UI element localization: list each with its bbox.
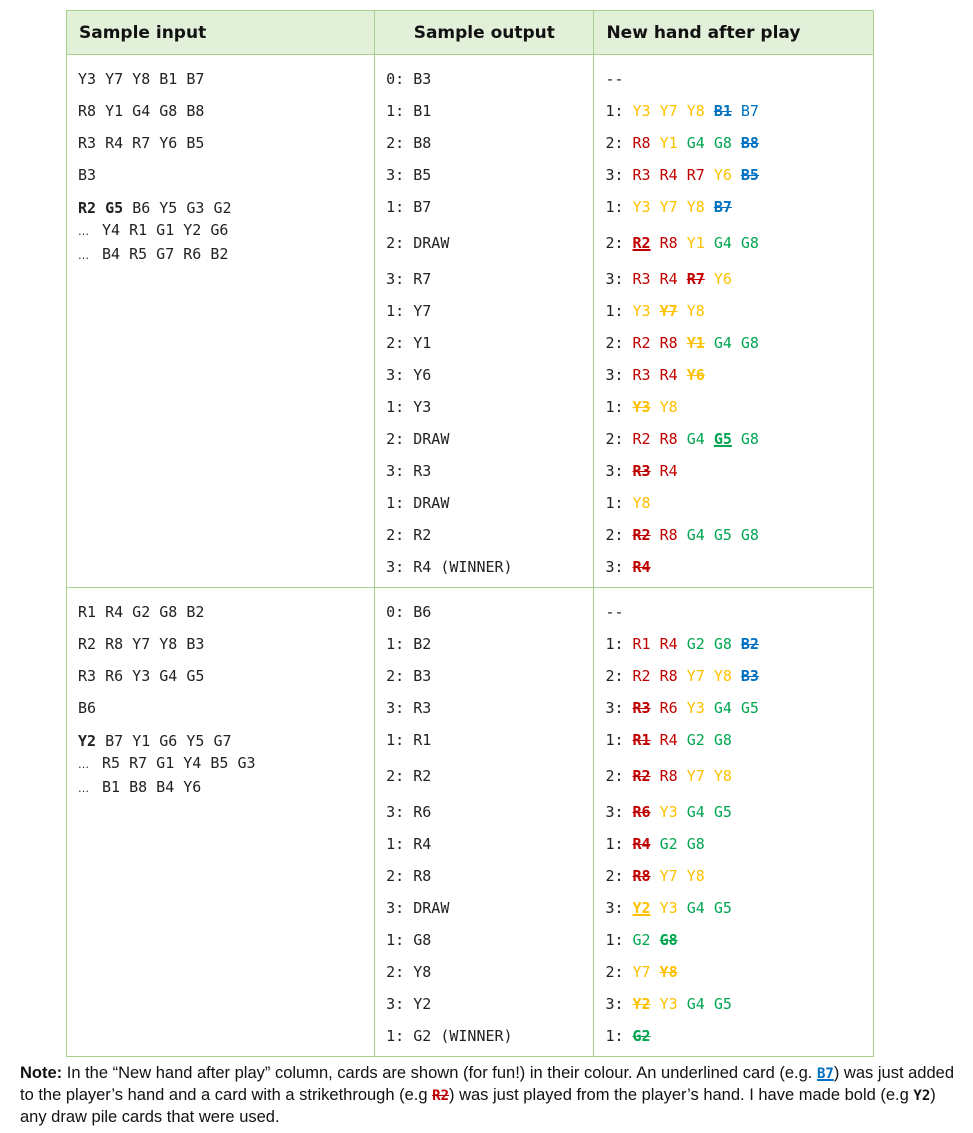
hand-card: B3	[740, 667, 759, 685]
output-line: 1: B2	[386, 635, 432, 653]
draw-card: B7	[105, 732, 133, 750]
hand-card: Y3	[659, 995, 678, 1013]
player-prefix: 2:	[605, 334, 633, 352]
hand-card: B5	[740, 166, 759, 184]
hand-line	[594, 191, 873, 223]
ellipsis-marker: …	[78, 249, 89, 262]
player-prefix: 2:	[605, 526, 633, 544]
hand-card: Y8	[686, 867, 705, 885]
hand-line	[594, 327, 873, 359]
draw-pile-text: B1 B8 B4 Y6	[102, 778, 202, 796]
hand-card: G5	[713, 899, 732, 917]
player-prefix: 3:	[605, 899, 633, 917]
hand-card: G4	[686, 526, 705, 544]
input-line: R2 R8 Y7 Y8 B3	[78, 635, 205, 653]
hand-card: G5	[713, 526, 732, 544]
draw-card: Y1	[132, 732, 160, 750]
hand-card: R8	[659, 667, 678, 685]
hand-card: R7	[686, 270, 705, 288]
hand-card: R2	[632, 526, 651, 544]
draw-pile-lines	[67, 724, 374, 800]
hand-card: G4	[686, 430, 705, 448]
header-new-hand: New hand after play	[594, 11, 874, 55]
hand-card: Y3	[686, 699, 705, 717]
hand-card: R7	[686, 166, 705, 184]
hand-card: G5	[740, 699, 759, 717]
hand-card: G2	[659, 835, 678, 853]
hand-card: B7	[713, 198, 732, 216]
player-prefix: 1:	[605, 398, 633, 416]
hand-card: R8	[659, 334, 678, 352]
player-prefix: 1:	[605, 494, 633, 512]
hand-card: R8	[632, 867, 651, 885]
output-line: 3: R7	[386, 270, 432, 288]
hand-card: Y1	[686, 234, 705, 252]
draw-pile-text: Y4 R1 G1 Y2 G6	[102, 221, 229, 239]
output-line: 2: R2	[386, 526, 432, 544]
hand-line	[594, 391, 873, 423]
output-line: 2: Y1	[386, 334, 432, 352]
output-line: 3: R4 (WINNER)	[386, 558, 513, 576]
hand-card: G8	[740, 526, 759, 544]
output-line: 1: Y3	[386, 398, 432, 416]
hand-card: R3	[632, 699, 651, 717]
draw-card: R2	[78, 199, 106, 217]
hand-card: Y7	[659, 302, 678, 320]
output-line: 1: B7	[386, 198, 432, 216]
hand-card: R4	[659, 731, 678, 749]
hand-card: R2	[632, 667, 651, 685]
draw-card: G7	[213, 732, 232, 750]
hand-line	[594, 551, 873, 583]
hand-card: Y3	[632, 398, 651, 416]
hand-card: G8	[713, 134, 732, 152]
output-line: 2: B3	[386, 667, 432, 685]
hand-card: Y8	[686, 102, 705, 120]
hand-line	[594, 892, 873, 924]
draw-pile-line	[78, 243, 374, 267]
hand-card: R3	[632, 166, 651, 184]
hand-card: G5	[713, 803, 732, 821]
hand-card: R8	[659, 767, 678, 785]
hand-card: Y8	[686, 198, 705, 216]
hand-card: G2	[632, 931, 651, 949]
draw-card: Y5	[186, 732, 214, 750]
hand-card: G4	[713, 699, 732, 717]
output-line: 1: B1	[386, 102, 432, 120]
hand-card: G4	[686, 899, 705, 917]
output-line: 3: R6	[386, 803, 432, 821]
draw-pile-line	[78, 730, 374, 752]
hand-line	[594, 660, 873, 692]
note-text-1: In the “New hand after play” column, cards are shown (for fun!) in their colour. An underlined card (e.g.	[62, 1064, 817, 1082]
hand-card: Y2	[632, 899, 651, 917]
hand-line	[594, 756, 873, 796]
hand-card: R8	[632, 134, 651, 152]
draw-pile-line	[78, 197, 374, 219]
hand-card: R2	[632, 767, 651, 785]
hand-card: Y1	[686, 334, 705, 352]
input-line: R1 R4 G2 G8 B2	[78, 603, 205, 621]
hand-card: R3	[632, 462, 651, 480]
hand-card: Y3	[659, 803, 678, 821]
player-prefix: 3:	[605, 558, 633, 576]
hand-line	[594, 692, 873, 724]
hand-card: R4	[659, 366, 678, 384]
note-example-bold: Y2	[913, 1088, 931, 1104]
hand-card: Y6	[713, 270, 732, 288]
hand-line	[594, 1020, 873, 1052]
hand-card: R3	[632, 270, 651, 288]
hand-line	[594, 487, 873, 519]
output-line: 3: DRAW	[386, 899, 450, 917]
output-line: 1: R4	[386, 835, 432, 853]
hand-card: R4	[659, 270, 678, 288]
hand-line	[594, 596, 873, 628]
hand-card: Y7	[632, 963, 651, 981]
note-text-2: ) was just added to the player’s hand and a card with a strikethrough (e.g	[20, 1064, 954, 1104]
hand-line	[594, 988, 873, 1020]
input-line: Y3 Y7 Y8 B1 B7	[78, 70, 205, 88]
hand-line	[594, 628, 873, 660]
player-prefix: 1:	[605, 835, 633, 853]
player-prefix: 1:	[605, 302, 633, 320]
player-prefix: 3:	[605, 803, 633, 821]
output-line: 1: G8	[386, 931, 432, 949]
new-hand-cell	[594, 588, 874, 1057]
player-prefix: 2:	[605, 767, 633, 785]
header-sample-output: Sample output	[375, 11, 594, 55]
hand-line	[594, 860, 873, 892]
output-line: 1: G2 (WINNER)	[386, 1027, 513, 1045]
draw-card: G5	[105, 199, 133, 217]
input-line: R3 R4 R7 Y6 B5	[78, 134, 205, 152]
hand-card: Y8	[713, 767, 732, 785]
hand-line	[594, 455, 873, 487]
hand-card: B1	[713, 102, 732, 120]
player-prefix: 2:	[605, 430, 633, 448]
input-line: B3	[78, 166, 97, 184]
hand-line	[594, 359, 873, 391]
ellipsis-marker: …	[78, 225, 89, 238]
output-line: 1: R1	[386, 731, 432, 749]
hand-card: R6	[632, 803, 651, 821]
hand-card: R4	[632, 558, 651, 576]
hand-line	[594, 796, 873, 828]
player-prefix: 1:	[605, 635, 633, 653]
hand-card: Y7	[686, 667, 705, 685]
header-row	[67, 11, 874, 55]
hand-card: G2	[632, 1027, 651, 1045]
hand-card: R4	[659, 635, 678, 653]
player-prefix: 2:	[605, 867, 633, 885]
hand-card: Y8	[659, 963, 678, 981]
hand-line	[594, 828, 873, 860]
hand-card: G8	[740, 430, 759, 448]
draw-card: G6	[159, 732, 187, 750]
hand-card: Y7	[659, 867, 678, 885]
hand-card: G8	[740, 334, 759, 352]
hand-card: R3	[632, 366, 651, 384]
player-prefix: 2:	[605, 667, 633, 685]
player-prefix: 3:	[605, 270, 633, 288]
hand-line	[594, 956, 873, 988]
note-example-underline: B7	[816, 1066, 834, 1082]
draw-pile-text: B4 R5 G7 R6 B2	[102, 245, 229, 263]
hand-line	[594, 63, 873, 95]
draw-card: G3	[186, 199, 214, 217]
hand-line	[594, 724, 873, 756]
hand-card: R2	[632, 334, 651, 352]
ellipsis-marker: …	[78, 782, 89, 795]
hand-line	[594, 223, 873, 263]
hand-card: G4	[686, 134, 705, 152]
hand-card: R6	[659, 699, 678, 717]
hand-line	[594, 95, 873, 127]
hand-card: R4	[632, 835, 651, 853]
hand-card: G5	[713, 430, 732, 448]
hand-card: R2	[632, 430, 651, 448]
input-line: R8 Y1 G4 G8 B8	[78, 102, 205, 120]
hand-line	[594, 295, 873, 327]
hand-card: --	[605, 603, 624, 621]
hand-card: G4	[713, 234, 732, 252]
sample-input-cell	[67, 55, 375, 588]
hand-card: R8	[659, 234, 678, 252]
hand-line	[594, 924, 873, 956]
hand-card: Y2	[632, 995, 651, 1013]
hand-card: G8	[740, 234, 759, 252]
hand-card: Y7	[659, 198, 678, 216]
output-line: 3: R3	[386, 462, 432, 480]
draw-pile-line	[78, 219, 374, 243]
output-line: 3: Y6	[386, 366, 432, 384]
hand-card: B2	[740, 635, 759, 653]
hand-line	[594, 159, 873, 191]
output-line: 2: R8	[386, 867, 432, 885]
output-line: 1: DRAW	[386, 494, 450, 512]
hand-card: G5	[713, 995, 732, 1013]
hand-card: Y3	[632, 198, 651, 216]
hand-card: Y8	[632, 494, 651, 512]
new-hand-cell	[594, 55, 874, 588]
player-prefix: 3:	[605, 995, 633, 1013]
hand-card: Y7	[659, 102, 678, 120]
output-line: 2: DRAW	[386, 234, 450, 252]
hand-card: Y3	[659, 899, 678, 917]
hand-card: Y6	[713, 166, 732, 184]
hand-card: R2	[632, 234, 651, 252]
output-line: 3: R3	[386, 699, 432, 717]
hand-card: R8	[659, 526, 678, 544]
player-prefix: 1:	[605, 1027, 633, 1045]
note-example-strike: R2	[432, 1088, 449, 1104]
hand-card: R8	[659, 430, 678, 448]
hand-card: Y7	[686, 767, 705, 785]
player-prefix: 1:	[605, 198, 633, 216]
hand-card: G4	[686, 995, 705, 1013]
player-prefix: 2:	[605, 963, 633, 981]
draw-pile-line	[78, 752, 374, 776]
output-line: 2: DRAW	[386, 430, 450, 448]
note-text-3: ) was just played from the player’s hand. I have made bold (e.g	[449, 1086, 914, 1104]
output-line: 1: Y7	[386, 302, 432, 320]
hand-card: R1	[632, 731, 651, 749]
output-line: 0: B3	[386, 70, 432, 88]
draw-card: Y5	[159, 199, 187, 217]
input-line: R3 R6 Y3 G4 G5	[78, 667, 205, 685]
sample-input-cell	[67, 588, 375, 1057]
hand-card: R4	[659, 166, 678, 184]
hand-line	[594, 263, 873, 295]
input-line: B6	[78, 699, 97, 717]
hand-card: Y3	[632, 302, 651, 320]
output-line: 3: Y2	[386, 995, 432, 1013]
draw-card: G2	[213, 199, 232, 217]
hand-line	[594, 519, 873, 551]
hand-line	[594, 423, 873, 455]
hand-card: B8	[740, 134, 759, 152]
player-prefix: 1:	[605, 102, 633, 120]
hand-card: G2	[686, 731, 705, 749]
hand-line	[594, 127, 873, 159]
note-label: Note:	[20, 1064, 63, 1082]
output-line: 2: R2	[386, 767, 432, 785]
player-prefix: 1:	[605, 931, 633, 949]
draw-pile-line	[78, 776, 374, 800]
output-line: 2: B8	[386, 134, 432, 152]
output-line: 2: Y8	[386, 963, 432, 981]
hand-card: G8	[686, 835, 705, 853]
hand-card: Y6	[686, 366, 705, 384]
note-text-4: ) any draw pile cards that were used.	[20, 1086, 936, 1126]
hand-card: Y1	[659, 134, 678, 152]
hand-card: B7	[740, 102, 759, 120]
sample-output-cell	[375, 588, 594, 1057]
player-prefix: 2:	[605, 234, 633, 252]
output-line: 3: B5	[386, 166, 432, 184]
draw-card: Y2	[78, 732, 106, 750]
hand-card: G8	[713, 635, 732, 653]
player-prefix: 3:	[605, 462, 633, 480]
section-row	[67, 588, 874, 1057]
hand-card: R4	[659, 462, 678, 480]
hand-card: Y8	[659, 398, 678, 416]
sample-output-cell	[375, 55, 594, 588]
hand-card: Y8	[686, 302, 705, 320]
sample-table	[66, 10, 874, 1057]
player-prefix: 3:	[605, 166, 633, 184]
player-prefix: 1:	[605, 731, 633, 749]
hand-card: G8	[659, 931, 678, 949]
draw-pile-text: R5 R7 G1 Y4 B5 G3	[102, 754, 256, 772]
draw-pile-lines	[67, 191, 374, 267]
hand-card: R1	[632, 635, 651, 653]
player-prefix: 3:	[605, 366, 633, 384]
player-prefix: 2:	[605, 134, 633, 152]
header-sample-input: Sample input	[67, 11, 375, 55]
hand-card: Y8	[713, 667, 732, 685]
output-line: 0: B6	[386, 603, 432, 621]
player-prefix: 3:	[605, 699, 633, 717]
note-paragraph	[20, 1063, 965, 1128]
hand-card: --	[605, 70, 624, 88]
hand-card: G2	[686, 635, 705, 653]
draw-card: B6	[132, 199, 160, 217]
ellipsis-marker: …	[78, 758, 89, 771]
hand-card: Y3	[632, 102, 651, 120]
hand-card: G4	[713, 334, 732, 352]
section-row	[67, 55, 874, 588]
hand-card: G4	[686, 803, 705, 821]
hand-card: G8	[713, 731, 732, 749]
